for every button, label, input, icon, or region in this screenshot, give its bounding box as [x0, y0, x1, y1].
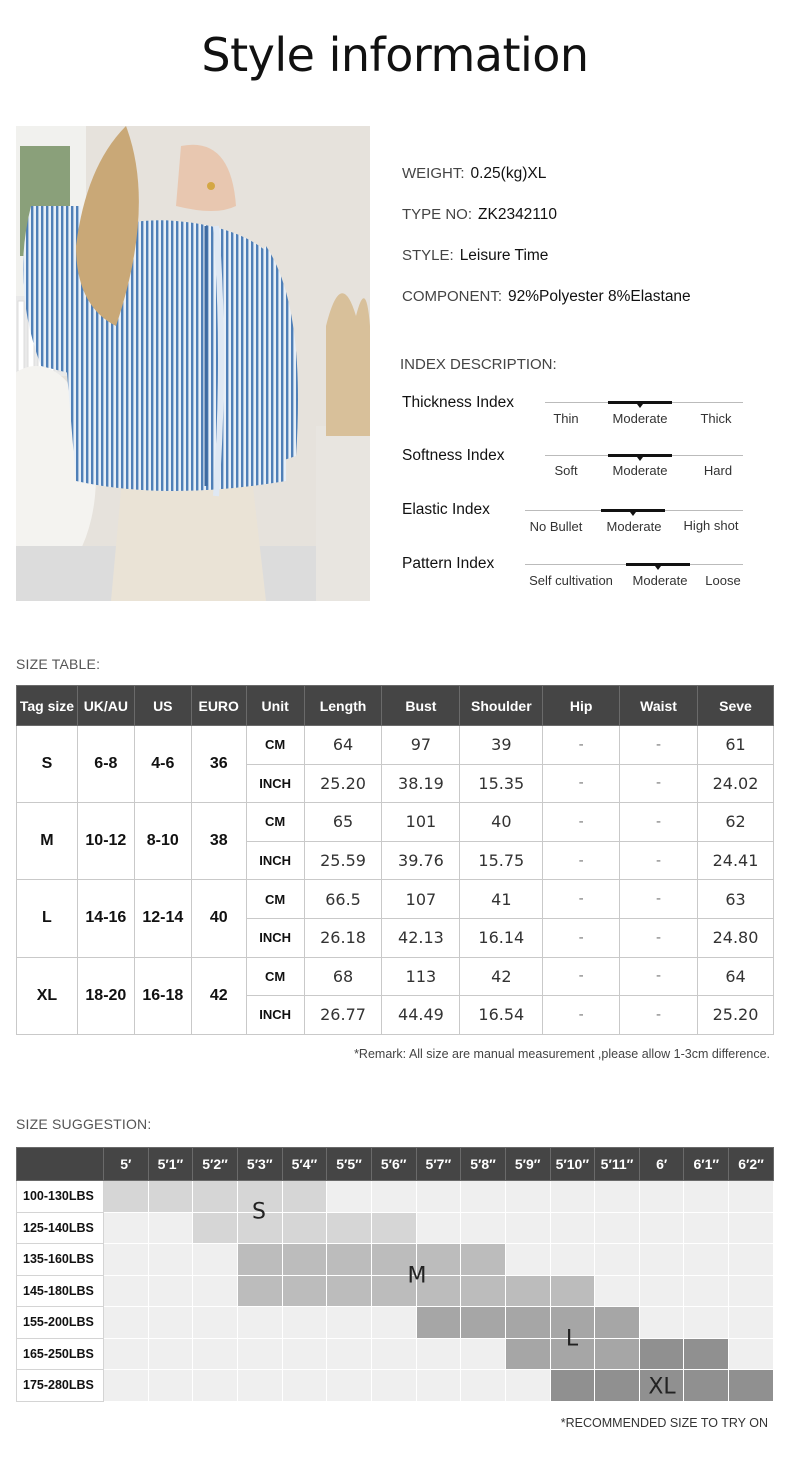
measurement-cell: - — [620, 764, 698, 803]
column-header: US — [134, 686, 191, 726]
grid-cell-m — [327, 1244, 372, 1276]
grid-cell — [148, 1244, 193, 1276]
scale-option: Moderate — [632, 573, 688, 588]
grid-cell-xl — [684, 1338, 729, 1370]
table-row — [17, 803, 774, 842]
column-header: Seve — [698, 686, 774, 726]
index-label-softness: Softness Index — [402, 447, 505, 464]
size-euro-cell: 40 — [191, 880, 246, 957]
grid-cell — [639, 1307, 684, 1339]
unit-cell: CM — [246, 803, 304, 842]
grid-cell-s — [193, 1181, 238, 1213]
measurement-cell: - — [620, 918, 698, 957]
grid-cell — [461, 1338, 506, 1370]
grid-cell — [639, 1275, 684, 1307]
measurement-cell: 113 — [382, 957, 460, 996]
measurement-cell: 16.54 — [460, 996, 543, 1035]
height-header-row — [17, 1148, 774, 1181]
grid-cell-s — [193, 1212, 238, 1244]
measurement-cell: 39.76 — [382, 841, 460, 880]
grid-cell — [371, 1181, 416, 1213]
measurement-cell: - — [543, 957, 620, 996]
grid-cell-s — [103, 1181, 148, 1213]
height-header: 5′11″ — [595, 1148, 640, 1181]
spec-key: TYPE NO: — [402, 206, 473, 223]
zone-label-l: L — [565, 1326, 579, 1352]
size-tag-cell: L — [17, 880, 78, 957]
unit-cell: INCH — [246, 764, 304, 803]
weight-label: 100-130LBS — [17, 1181, 104, 1213]
height-header: 5′5″ — [327, 1148, 372, 1181]
grid-cell — [282, 1370, 327, 1402]
unit-cell: INCH — [246, 996, 304, 1035]
index-label-elastic: Elastic Index — [402, 501, 490, 518]
weight-label: 165-250LBS — [17, 1338, 104, 1370]
scale-pointer-icon — [637, 404, 643, 408]
column-header: Length — [304, 686, 382, 726]
scale-option: No Bullet — [529, 519, 583, 534]
grid-cell — [193, 1307, 238, 1339]
grid-cell — [103, 1370, 148, 1402]
measurement-cell: 25.59 — [304, 841, 382, 880]
spec-component — [402, 287, 691, 306]
grid-cell-l — [595, 1307, 640, 1339]
grid-cell — [505, 1212, 550, 1244]
grid-cell — [237, 1338, 282, 1370]
measurement-cell: 61 — [698, 726, 774, 765]
table-row — [17, 726, 774, 765]
grid-cell-s — [148, 1181, 193, 1213]
column-header: Shoulder — [460, 686, 543, 726]
measurement-cell: 25.20 — [304, 764, 382, 803]
grid-cell — [327, 1370, 372, 1402]
weight-label: 155-200LBS — [17, 1307, 104, 1339]
size-uk-cell: 10-12 — [77, 803, 134, 880]
grid-cell — [416, 1181, 461, 1213]
grid-cell — [729, 1181, 774, 1213]
measurement-cell: 63 — [698, 880, 774, 919]
unit-cell: INCH — [246, 841, 304, 880]
measurement-cell: 101 — [382, 803, 460, 842]
grid-cell-l — [505, 1307, 550, 1339]
zone-label-xl: XL — [648, 1374, 676, 1400]
grid-cell — [237, 1307, 282, 1339]
scale-option: Loose — [705, 573, 741, 588]
recommendation-note: *RECOMMENDED SIZE TO TRY ON — [560, 1416, 768, 1430]
grid-cell — [505, 1181, 550, 1213]
grid-cell — [148, 1275, 193, 1307]
measurement-cell: 26.18 — [304, 918, 382, 957]
grid-cell — [103, 1338, 148, 1370]
spec-value: 92%Polyester 8%Elastane — [508, 288, 691, 305]
column-header: Tag size — [17, 686, 78, 726]
measurement-cell: - — [543, 841, 620, 880]
scale-option: Thin — [553, 411, 579, 426]
measurement-cell: 62 — [698, 803, 774, 842]
measurement-cell: 41 — [460, 880, 543, 919]
grid-cell-m — [237, 1275, 282, 1307]
scale-option: High shot — [683, 518, 739, 533]
height-header: 5′7″ — [416, 1148, 461, 1181]
spec-key: WEIGHT: — [402, 165, 465, 182]
measurement-cell: 42.13 — [382, 918, 460, 957]
grid-cell-s — [327, 1212, 372, 1244]
grid-cell — [684, 1275, 729, 1307]
measurement-cell: 26.77 — [304, 996, 382, 1035]
height-header: 6′2″ — [729, 1148, 774, 1181]
index-description-heading: INDEX DESCRIPTION: — [400, 356, 557, 373]
grid-cell — [103, 1212, 148, 1244]
measurement-cell: - — [620, 803, 698, 842]
weight-row — [17, 1338, 774, 1370]
grid-cell-xl — [595, 1370, 640, 1402]
grid-cell — [416, 1370, 461, 1402]
grid-cell — [193, 1370, 238, 1402]
measurement-cell: 44.49 — [382, 996, 460, 1035]
spec-value: ZK2342110 — [478, 206, 558, 223]
scale-pointer-icon — [630, 512, 636, 516]
grid-cell — [371, 1338, 416, 1370]
grid-cell — [148, 1370, 193, 1402]
grid-cell — [595, 1275, 640, 1307]
size-suggestion-heading: SIZE SUGGESTION: — [16, 1116, 152, 1132]
measurement-cell: 65 — [304, 803, 382, 842]
grid-cell — [729, 1338, 774, 1370]
grid-cell — [684, 1307, 729, 1339]
grid-cell-l — [416, 1307, 461, 1339]
measurement-cell: - — [543, 764, 620, 803]
size-suggestion-grid — [16, 1147, 774, 1402]
grid-cell — [729, 1307, 774, 1339]
measurement-cell: 24.02 — [698, 764, 774, 803]
grid-cell — [327, 1338, 372, 1370]
measurement-remark: *Remark: All size are manual measurement ,please allow 1-3cm difference. — [354, 1047, 770, 1061]
grid-cell-m — [461, 1275, 506, 1307]
grid-cell — [595, 1212, 640, 1244]
grid-cell — [416, 1212, 461, 1244]
measurement-cell: - — [543, 726, 620, 765]
grid-cell — [595, 1181, 640, 1213]
corner-cell — [17, 1148, 104, 1181]
measurement-cell: 97 — [382, 726, 460, 765]
grid-cell — [550, 1181, 595, 1213]
spec-key: COMPONENT: — [402, 288, 503, 305]
grid-cell-m — [282, 1275, 327, 1307]
size-euro-cell: 36 — [191, 726, 246, 803]
grid-cell-xl — [639, 1338, 684, 1370]
grid-cell-l — [461, 1307, 506, 1339]
scale-option: Moderate — [606, 519, 662, 534]
measurement-cell: 64 — [698, 957, 774, 996]
measurement-cell: - — [620, 957, 698, 996]
unit-cell: CM — [246, 880, 304, 919]
measurement-cell: 15.75 — [460, 841, 543, 880]
measurement-cell: 38.19 — [382, 764, 460, 803]
measurement-cell: - — [543, 996, 620, 1035]
measurement-cell: - — [543, 918, 620, 957]
grid-cell — [193, 1244, 238, 1276]
size-table-header-row — [17, 686, 774, 726]
spec-style — [402, 246, 548, 265]
measurement-cell: - — [543, 803, 620, 842]
grid-cell — [684, 1181, 729, 1213]
size-us-cell: 16-18 — [134, 957, 191, 1034]
scale-option: Self cultivation — [529, 573, 613, 588]
weight-row — [17, 1181, 774, 1213]
weight-label: 175-280LBS — [17, 1370, 104, 1402]
height-header: 5′10″ — [550, 1148, 595, 1181]
height-header: 6′ — [639, 1148, 684, 1181]
grid-cell-s — [282, 1181, 327, 1213]
index-label-pattern: Pattern Index — [402, 555, 495, 572]
measurement-cell: - — [620, 841, 698, 880]
grid-cell — [237, 1370, 282, 1402]
grid-cell-xl — [684, 1370, 729, 1402]
size-table-heading: SIZE TABLE: — [16, 656, 101, 672]
measurement-cell: 24.41 — [698, 841, 774, 880]
grid-cell — [639, 1181, 684, 1213]
weight-row — [17, 1212, 774, 1244]
table-row — [17, 880, 774, 919]
measurement-cell: 40 — [460, 803, 543, 842]
weight-row — [17, 1244, 774, 1276]
size-us-cell: 4-6 — [134, 726, 191, 803]
grid-cell — [103, 1307, 148, 1339]
height-header: 5′ — [103, 1148, 148, 1181]
size-table — [16, 685, 774, 1035]
grid-cell — [103, 1275, 148, 1307]
column-header: Bust — [382, 686, 460, 726]
grid-cell — [729, 1275, 774, 1307]
weight-row — [17, 1275, 774, 1307]
measurement-cell: 42 — [460, 957, 543, 996]
scale-option: Thick — [700, 411, 732, 426]
grid-cell — [505, 1370, 550, 1402]
grid-cell-m — [505, 1275, 550, 1307]
scale-pointer-icon — [637, 457, 643, 461]
measurement-cell: - — [620, 996, 698, 1035]
grid-cell-m — [282, 1244, 327, 1276]
grid-cell-xl — [729, 1370, 774, 1402]
grid-cell-m — [327, 1275, 372, 1307]
grid-cell-l — [505, 1338, 550, 1370]
grid-cell — [729, 1212, 774, 1244]
page-title: Style information — [201, 28, 589, 82]
column-header: UK/AU — [77, 686, 134, 726]
grid-cell — [461, 1370, 506, 1402]
size-tag-cell: M — [17, 803, 78, 880]
size-euro-cell: 38 — [191, 803, 246, 880]
size-uk-cell: 6-8 — [77, 726, 134, 803]
grid-cell — [729, 1244, 774, 1276]
weight-label: 145-180LBS — [17, 1275, 104, 1307]
spec-type-no — [402, 205, 557, 224]
size-us-cell: 12-14 — [134, 880, 191, 957]
size-tag-cell: S — [17, 726, 78, 803]
measurement-cell: 24.80 — [698, 918, 774, 957]
grid-cell-m — [237, 1244, 282, 1276]
grid-cell-m — [461, 1244, 506, 1276]
spec-weight — [402, 164, 546, 183]
size-uk-cell: 14-16 — [77, 880, 134, 957]
grid-cell — [505, 1244, 550, 1276]
grid-cell — [371, 1307, 416, 1339]
grid-cell — [639, 1244, 684, 1276]
grid-cell — [550, 1244, 595, 1276]
measurement-cell: 66.5 — [304, 880, 382, 919]
grid-cell-m — [550, 1275, 595, 1307]
unit-cell: INCH — [246, 918, 304, 957]
unit-cell: CM — [246, 957, 304, 996]
measurement-cell: 107 — [382, 880, 460, 919]
grid-cell — [148, 1212, 193, 1244]
grid-cell — [327, 1181, 372, 1213]
grid-cell — [148, 1307, 193, 1339]
height-header: 5′8″ — [461, 1148, 506, 1181]
product-photo — [16, 126, 370, 601]
height-header: 5′6″ — [371, 1148, 416, 1181]
grid-cell — [684, 1212, 729, 1244]
measurement-cell: 15.35 — [460, 764, 543, 803]
unit-cell: CM — [246, 726, 304, 765]
measurement-cell: - — [543, 880, 620, 919]
size-euro-cell: 42 — [191, 957, 246, 1034]
grid-cell — [282, 1307, 327, 1339]
height-header: 5′4″ — [282, 1148, 327, 1181]
grid-cell — [282, 1338, 327, 1370]
size-uk-cell: 18-20 — [77, 957, 134, 1034]
index-label-thickness: Thickness Index — [402, 394, 514, 411]
measurement-cell: 64 — [304, 726, 382, 765]
spec-key: STYLE: — [402, 247, 454, 264]
measurement-cell: 39 — [460, 726, 543, 765]
grid-cell-s — [282, 1212, 327, 1244]
zone-label-m: M — [407, 1263, 427, 1289]
grid-cell — [639, 1212, 684, 1244]
spec-value: 0.25(kg)XL — [470, 165, 547, 182]
grid-cell — [461, 1212, 506, 1244]
height-header: 6′1″ — [684, 1148, 729, 1181]
size-tag-cell: XL — [17, 957, 78, 1034]
height-header: 5′9″ — [505, 1148, 550, 1181]
grid-cell-l — [595, 1338, 640, 1370]
measurement-cell: - — [620, 880, 698, 919]
grid-cell — [371, 1370, 416, 1402]
height-header: 5′1″ — [148, 1148, 193, 1181]
scale-pointer-icon — [655, 566, 661, 570]
grid-cell — [148, 1338, 193, 1370]
grid-cell — [193, 1275, 238, 1307]
grid-cell — [595, 1244, 640, 1276]
table-row — [17, 957, 774, 996]
height-header: 5′2″ — [193, 1148, 238, 1181]
column-header: Waist — [620, 686, 698, 726]
scale-option: Moderate — [612, 463, 668, 478]
scale-option: Soft — [554, 463, 578, 478]
scale-option: Moderate — [612, 411, 668, 426]
grid-cell — [327, 1307, 372, 1339]
measurement-cell: 68 — [304, 957, 382, 996]
weight-label: 135-160LBS — [17, 1244, 104, 1276]
weight-label: 125-140LBS — [17, 1212, 104, 1244]
column-header: Unit — [246, 686, 304, 726]
grid-cell — [193, 1338, 238, 1370]
column-header: Hip — [543, 686, 620, 726]
measurement-cell: 16.14 — [460, 918, 543, 957]
size-us-cell: 8-10 — [134, 803, 191, 880]
column-header: EURO — [191, 686, 246, 726]
weight-row — [17, 1307, 774, 1339]
grid-cell — [103, 1244, 148, 1276]
grid-cell-xl — [550, 1370, 595, 1402]
scale-option: Hard — [703, 463, 733, 478]
measurement-cell: 25.20 — [698, 996, 774, 1035]
spec-value: Leisure Time — [459, 247, 549, 264]
grid-cell — [684, 1244, 729, 1276]
grid-cell-s — [371, 1212, 416, 1244]
grid-cell — [550, 1212, 595, 1244]
measurement-cell: - — [620, 726, 698, 765]
height-header: 5′3″ — [237, 1148, 282, 1181]
grid-cell — [416, 1338, 461, 1370]
zone-label-s: S — [252, 1199, 266, 1225]
grid-cell — [461, 1181, 506, 1213]
